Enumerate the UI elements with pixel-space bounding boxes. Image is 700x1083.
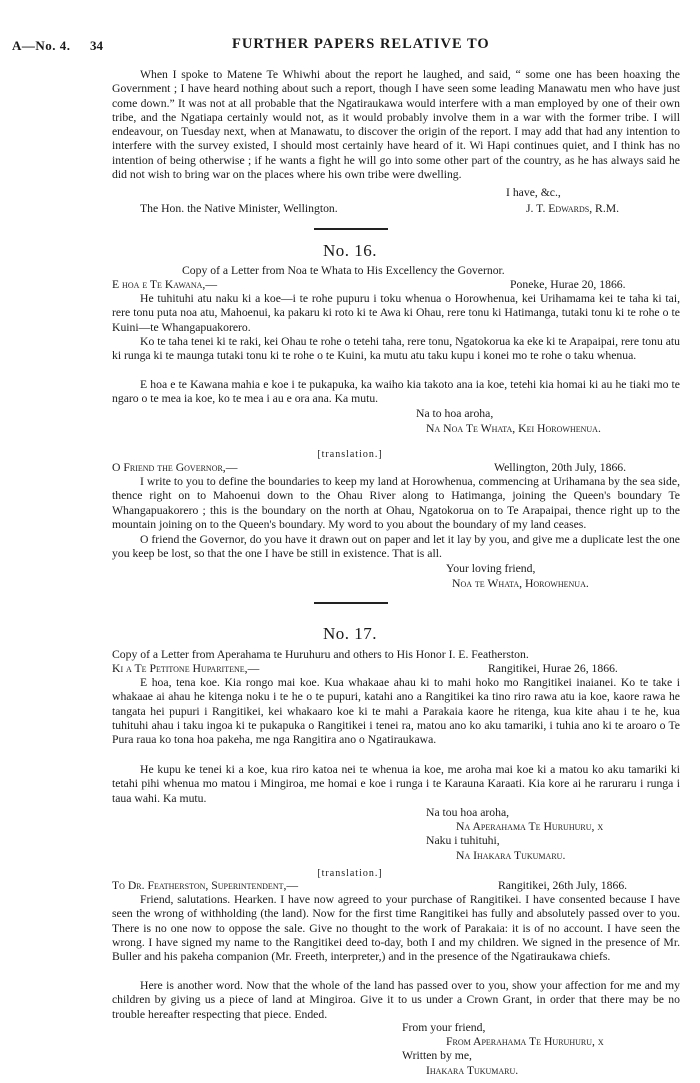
- letter-16-salutation: E hoa e Te Kawana,—: [112, 278, 218, 291]
- running-title: FURTHER PAPERS RELATIVE TO: [232, 36, 490, 52]
- letter-16-translation-closing: Your loving friend,: [446, 562, 536, 575]
- letter-16-signature: Na Noa Te Whata, Kei Horowhenua.: [426, 422, 601, 435]
- letter-16-closing: Na to hoa aroha,: [416, 407, 494, 420]
- letter-16-maori-para-3: E hoa e te Kawana mahia e koe i te pukapuka, ka waiho kia takoto ana ia koe, tetehi kia homai ki au he tiaki mo te ngaro o te mea ia koe, ko te mea i au e ora ana. Ka mutu.: [112, 378, 680, 406]
- letter-17-translation-salutation: To Dr. Featherston, Superintendent,—: [112, 879, 299, 892]
- letter-17-translation-signature-1: From Aperahama Te Huruhuru, x: [446, 1035, 604, 1048]
- letter-16-maori-para-1: He tuhituhi atu naku ki a koe—i te rohe pupuru i toku whenua o Horowhenua, kei Urihamama kei te taha ki tai, rere tonu puta noa atu, Mahoenui, ka pakaru ki roto ki te Awa ki Ohau, rere tonu ki Hatimanga, tutaki tonu ki te rohe o te Kuini—te Whangapuakorero.: [112, 292, 680, 334]
- letter-17-maori-para-1: E hoa, tena koe. Kia rongo mai koe. Kua whakaae ahau ki to mahi hoko mo Rangitikei inaianei. Ko te take i whakaae ai ahau he kitenga noku i te he o te pupuri, katahi ano a Rangitikei ka tino riro rawa atu ia koe, kaore rawa he tangata hei pupuri i Rangitikei, kei whakaaro koe ki te mahi a Parakaia kaore he ritenga, kua kite ahau i te he, kua tuhituhi ahau i taku ingoa ki te pukapuka o Rangitikei i tenei ra, matou ano ko aku tamariki, i tuhia ano ki te aroaro o Te Pura raua ko tona hoa pakeha, me nga Rangitira ano o Ngatiraukawa.: [112, 676, 680, 747]
- top-letter-closing: I have, &c.,: [506, 186, 561, 199]
- letter-17-translation-place-date: Rangitikei, 26th July, 1866.: [498, 879, 628, 892]
- letter-17-salutation: Ki a Te Petitone Huparitene,—: [112, 662, 260, 675]
- letter-17-translation-para-2: Here is another word. Now that the whole of the land has passed over to you, show your affection for me and my children by giving us a piece of land at Mingiroa. Give it to us under a Crown Grant, in order that there may be no trouble hereafter respecting that piece. Ended.: [112, 979, 680, 1021]
- top-letter-body: When I spoke to Matene Te Whiwhi about the report he laughed, and said, “ some one has been hoaxing the Government ; I have heard nothing about such a report, though I have seen some leading Manawatu men who have just come down.” It was not at all probable that the Ngatiraukawa would interfere with a man employed by one of their own tribe, and the Ngatiapa certainly would not, as it would probably involve them in a war with the former tribe. I will endeavour, on Tuesday next, when at Manawatu, to discover the origin of the report. I may add that had any intention to interfere with the survey existed, I should most certainly have heard of it. Wi Hapi continues quiet, and I think has no intention of being otherwise ; if he wants a fight he will go into some other part of the country, as he has always said he did not wish to bring war on the places where his own tribe were dwelling.: [112, 68, 680, 182]
- letter-17-closing: Na tou hoa aroha,: [426, 806, 510, 819]
- letter-17-signature-1: Na Aperahama Te Huruhuru, x: [456, 820, 604, 833]
- letter-16-place-date: Poneke, Hurae 20, 1866.: [510, 278, 626, 291]
- letter-17-translation-signature-2: Ihakara Tukumaru.: [426, 1064, 519, 1077]
- letter-17-signature-2: Na Ihakara Tukumaru.: [456, 849, 566, 862]
- letter-17-place-date: Rangitikei, Hurae 26, 1866.: [488, 662, 618, 675]
- page-number: 34: [90, 38, 103, 53]
- letter-16-translation-para-2: O friend the Governor, do you have it drawn out on paper and let it lay by you, and give me a duplicate lest the one you keep be lost, so that the one I have be still in existence. That is all.: [112, 533, 680, 561]
- letter-17-number: No. 17.: [322, 624, 378, 643]
- top-letter-signature: J. T. Edwards, R.M.: [526, 202, 620, 215]
- letter-17-translation-para-1: Friend, salutations. Hearken. I have now agreed to your purchase of Rangitikei. I have consented because I have seen the wrong of withholding (the land). Now for the first time Rangitikei has fully and absolutely passed over to you. There is no one now to oppose the sale. Give no thought to the work of Parakaia: it is of no account. I have seen the wrong. I have signed my name to the Rangitikei deed to-day, both I and my children. We signed in the presence of Mr. Buller and his pakeha companion (Mr. Freeth, interpreter,) and in the presence of the Ngatiraukawa chiefs.: [112, 893, 680, 964]
- section-divider: [314, 228, 388, 230]
- letter-17-maori-para-2: He kupu ke tenei ki a koe, kua riro katoa nei te whenua ia koe, me aroha mai koe ki a matou ko aku tamariki ki tetahi pihi whenua mo matou i Mingiroa, me homai e koe i runga i te Karauna Karaati. Kia kore ai he raruraru i runga i taua wahi. Ka mutu.: [112, 763, 680, 805]
- letter-16-translation-place-date: Wellington, 20th July, 1866.: [494, 461, 627, 474]
- letter-17-written-by: Naku i tuhituhi,: [426, 834, 500, 847]
- paper-reference: A—No. 4.: [12, 38, 71, 53]
- letter-16-translation-para-1: I write to you to define the boundaries to keep my land at Horowhenua, commencing at Urihamana by the sea side, thence right on to Mahoenui down to the Ohau River along to Hatimanga, joining the Queen's boundary Te Whangapuakorero ; this is the boundary on the north at Ohau, Ngatokorua on to Te Arapaipai, thence right up to the mountain joining on to the Queen's boundary. My word to you about the boundary of my land ceases.: [112, 475, 680, 531]
- top-letter-addressee: The Hon. the Native Minister, Wellington.: [140, 202, 338, 215]
- section-divider: [314, 602, 388, 604]
- letter-17-translation-label: [translation.]: [317, 868, 383, 879]
- letter-17-heading: Copy of a Letter from Aperahama te Huruhuru and others to His Honor I. E. Featherston.: [112, 648, 529, 661]
- letter-16-translation-signature: Noa te Whata, Horowhenua.: [452, 577, 589, 590]
- letter-16-number: No. 16.: [322, 241, 378, 260]
- letter-16-translation-label: [translation.]: [317, 449, 383, 460]
- letter-16-maori-para-2: Ko te taha tenei ki te raki, kei Ohau te rohe o tetehi taha, rere tonu, Ngatokorua ka eke ki te Arapaipai, rere tonu atu ki runga ki te maunga tutaki tonu ki te rohe o te Kuini, ka mutu atu taku kupu i konei mo te rohe o taku whenua.: [112, 335, 681, 363]
- letter-16-translation-salutation: O Friend the Governor,—: [112, 461, 238, 474]
- letter-17-translation-written-by: Written by me,: [402, 1049, 472, 1062]
- letter-16-heading: Copy of a Letter from Noa te Whata to His Excellency the Governor.: [182, 264, 505, 277]
- letter-17-translation-closing: From your friend,: [402, 1021, 486, 1034]
